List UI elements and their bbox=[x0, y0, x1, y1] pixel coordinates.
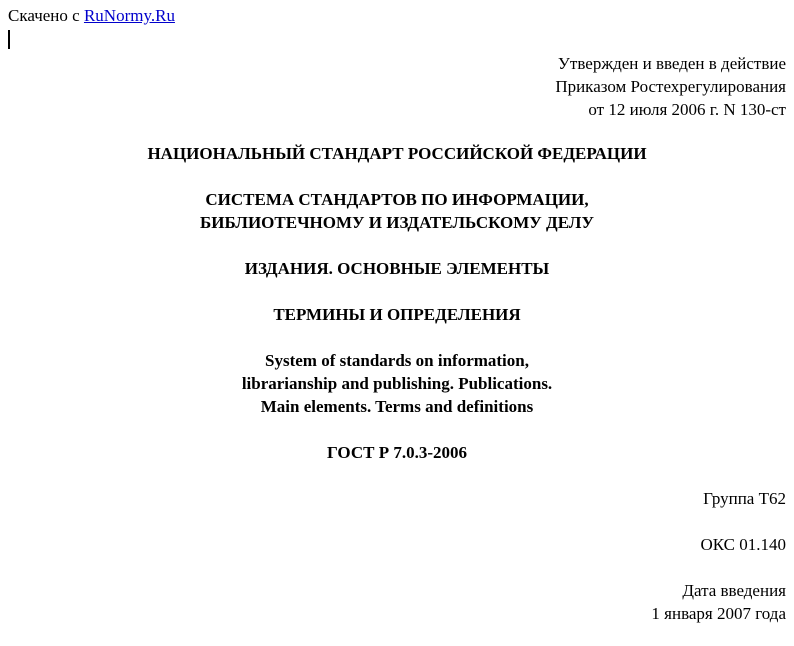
approval-line-1: Утвержден и введен в действие bbox=[557, 54, 786, 73]
approval-line-3: от 12 июля 2006 г. N 130-ст bbox=[588, 100, 786, 119]
download-source-line bbox=[8, 6, 175, 26]
group-code: Группа Т62 bbox=[703, 489, 786, 508]
english-title bbox=[0, 349, 794, 418]
introduction-date-label: Дата введения bbox=[682, 581, 786, 600]
gost-number: ГОСТ Р 7.0.3-2006 bbox=[327, 443, 467, 462]
system-heading-line-2: БИБЛИОТЕЧНОМУ И ИЗДАТЕЛЬСКОМУ ДЕЛУ bbox=[200, 213, 594, 232]
system-heading-line-1: СИСТЕМА СТАНДАРТОВ ПО ИНФОРМАЦИИ, bbox=[205, 190, 589, 209]
english-title-line-1: System of standards on information, bbox=[265, 351, 529, 370]
runormy-link[interactable]: RuNormy.Ru bbox=[83, 6, 175, 25]
oks-code: ОКС 01.140 bbox=[700, 535, 786, 554]
approval-line-2: Приказом Ростехрегулирования bbox=[555, 77, 786, 96]
terms-heading: ТЕРМИНЫ И ОПРЕДЕЛЕНИЯ bbox=[273, 305, 521, 324]
download-source-prefix: Скачено с bbox=[8, 6, 80, 25]
approval-block bbox=[555, 52, 786, 121]
english-title-line-3: Main elements. Terms and definitions bbox=[260, 397, 534, 416]
national-standard-heading: НАЦИОНАЛЬНЫЙ СТАНДАРТ РОССИЙСКОЙ ФЕДЕРАЦИИ bbox=[147, 144, 647, 163]
introduction-date-value: 1 января 2007 года bbox=[651, 604, 786, 623]
introduction-date-block bbox=[651, 579, 786, 625]
text-cursor bbox=[8, 30, 10, 49]
english-title-line-2: librarianship and publishing. Publications. bbox=[241, 374, 553, 393]
system-heading bbox=[0, 188, 794, 234]
publications-heading: ИЗДАНИЯ. ОСНОВНЫЕ ЭЛЕМЕНТЫ bbox=[244, 259, 550, 278]
